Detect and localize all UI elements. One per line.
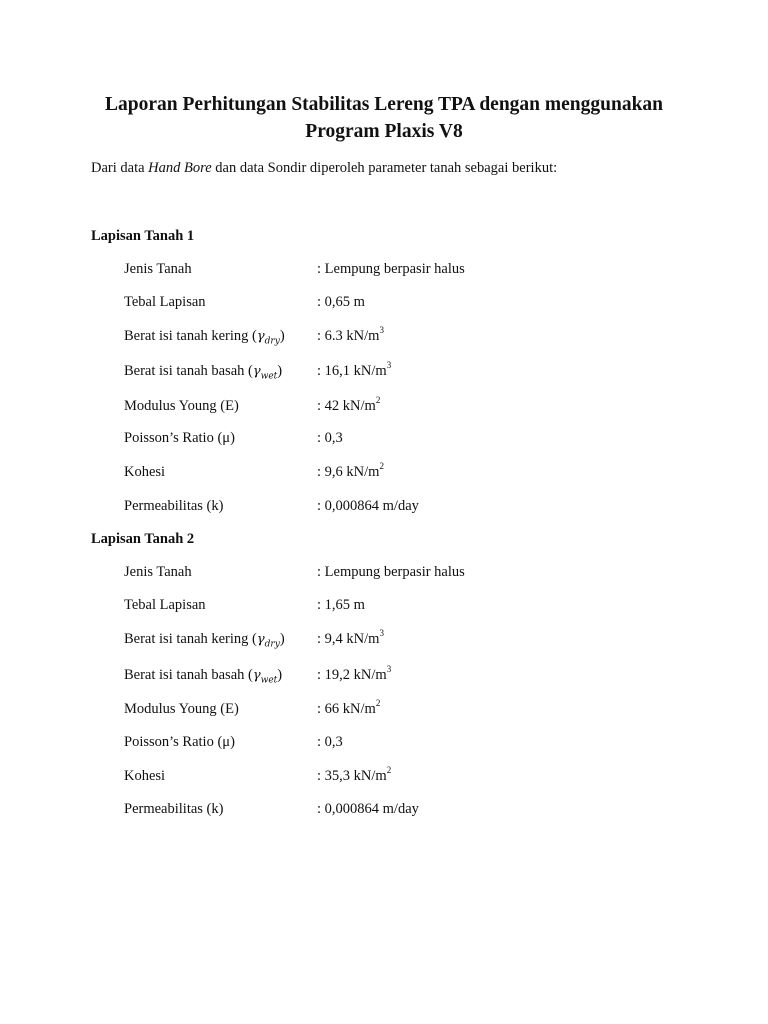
row-label xyxy=(124,363,282,382)
layer-1-row-soil-type xyxy=(124,261,724,283)
label-pre: Berat isi tanah kering ( xyxy=(124,631,257,647)
layer-1-heading: Lapisan Tanah 1 xyxy=(91,228,195,244)
layer-1-row-wet-unit-weight xyxy=(124,360,724,385)
label-post: ) xyxy=(279,631,285,647)
layer-1-row-cohesion xyxy=(124,461,724,486)
value-text: : 66 kN/m xyxy=(317,701,376,717)
layer-1-row-poisson-ratio xyxy=(124,430,724,452)
layer-2-row-young-modulus xyxy=(124,698,724,723)
layer-2-row-dry-unit-weight xyxy=(124,628,724,653)
row-label: Poisson’s Ratio (μ) xyxy=(124,430,235,446)
symbol: γ xyxy=(256,632,265,647)
layer-2-row-poisson-ratio xyxy=(124,734,724,756)
value-text: : 19,2 kN/m xyxy=(317,667,387,683)
value-superscript: 2 xyxy=(379,461,384,472)
label-post: ) xyxy=(279,328,285,344)
layer-1-row-young-modulus xyxy=(124,395,724,420)
layer-2-heading: Lapisan Tanah 2 xyxy=(91,531,195,547)
row-label: Tebal Lapisan xyxy=(124,597,206,613)
intro-text-before: Dari data xyxy=(91,160,149,176)
layer-2-row-wet-unit-weight xyxy=(124,664,724,689)
symbol: γ xyxy=(252,668,261,683)
symbol-subscript: wet xyxy=(260,675,278,686)
document-title xyxy=(60,91,708,145)
row-label: Permeabilitas (k) xyxy=(124,498,224,514)
symbol-subscript: dry xyxy=(264,336,280,347)
value-superscript: 2 xyxy=(375,395,381,406)
row-label: Poisson’s Ratio (μ) xyxy=(124,734,235,750)
layer-2-row-thickness xyxy=(124,597,724,619)
row-label: Jenis Tanah xyxy=(124,564,192,580)
layer-2-row-permeability xyxy=(124,801,724,823)
symbol-subscript: wet xyxy=(260,371,278,382)
row-label: Jenis Tanah xyxy=(124,261,192,277)
row-value: : 0,3 xyxy=(317,734,343,750)
row-label: Kohesi xyxy=(124,768,166,784)
value-superscript: 3 xyxy=(386,664,392,675)
value-superscript: 3 xyxy=(386,360,392,371)
value-text: : 9,6 kN/m xyxy=(317,464,380,480)
value-text: : 35,3 kN/m xyxy=(317,768,387,784)
row-value xyxy=(317,765,392,785)
row-value: : 0,000864 m/day xyxy=(317,498,419,514)
symbol: γ xyxy=(252,364,261,379)
value-superscript: 2 xyxy=(375,698,381,709)
row-value xyxy=(317,664,392,684)
value-text: : 6.3 kN/m xyxy=(317,328,380,344)
gamma-symbol xyxy=(252,364,278,382)
row-value: : 1,65 m xyxy=(317,597,365,613)
label-pre: Berat isi tanah basah ( xyxy=(124,667,253,683)
row-value xyxy=(317,360,392,380)
title-line-1: Laporan Perhitungan Stabilitas Lereng TPA dengan menggunakan xyxy=(104,94,664,115)
layer-1-row-permeability xyxy=(124,498,724,520)
label-pre: Berat isi tanah basah ( xyxy=(124,363,253,379)
intro-text-after: dan data Sondir diperoleh parameter tanah sebagai berikut: xyxy=(211,160,558,176)
layer-1-row-dry-unit-weight xyxy=(124,325,724,350)
layer-1-row-thickness xyxy=(124,294,724,316)
layer-2-row-cohesion xyxy=(124,765,724,790)
row-label: Modulus Young (E) xyxy=(124,398,239,414)
row-value xyxy=(317,395,381,415)
intro-paragraph xyxy=(91,160,557,177)
value-superscript: 3 xyxy=(379,628,384,639)
row-label xyxy=(124,667,282,686)
value-superscript: 3 xyxy=(379,325,384,336)
row-value: : 0,000864 m/day xyxy=(317,801,419,817)
value-text: : 42 kN/m xyxy=(317,398,376,414)
value-text: : 16,1 kN/m xyxy=(317,363,387,379)
row-value xyxy=(317,325,384,345)
value-text: : 9,4 kN/m xyxy=(317,631,380,647)
intro-emphasis: Hand Bore xyxy=(148,160,212,176)
gamma-symbol xyxy=(256,632,280,650)
row-value xyxy=(317,461,384,481)
symbol: γ xyxy=(256,329,265,344)
row-label: Modulus Young (E) xyxy=(124,701,239,717)
row-value: : 0,65 m xyxy=(317,294,365,310)
label-post: ) xyxy=(277,363,283,379)
label-post: ) xyxy=(277,667,283,683)
row-label: Permeabilitas (k) xyxy=(124,801,224,817)
row-value xyxy=(317,628,384,648)
row-label: Kohesi xyxy=(124,464,166,480)
label-pre: Berat isi tanah kering ( xyxy=(124,328,257,344)
row-value: : 0,3 xyxy=(317,430,343,446)
row-label xyxy=(124,631,285,650)
row-label xyxy=(124,328,285,347)
row-value xyxy=(317,698,381,718)
value-superscript: 2 xyxy=(386,765,392,776)
title-line-2: Program Plaxis V8 xyxy=(305,121,463,142)
symbol-subscript: dry xyxy=(264,639,280,650)
row-label: Tebal Lapisan xyxy=(124,294,206,310)
gamma-symbol xyxy=(252,668,278,686)
row-value: : Lempung berpasir halus xyxy=(317,564,465,580)
row-value: : Lempung berpasir halus xyxy=(317,261,465,277)
gamma-symbol xyxy=(256,329,280,347)
layer-2-row-soil-type xyxy=(124,564,724,586)
